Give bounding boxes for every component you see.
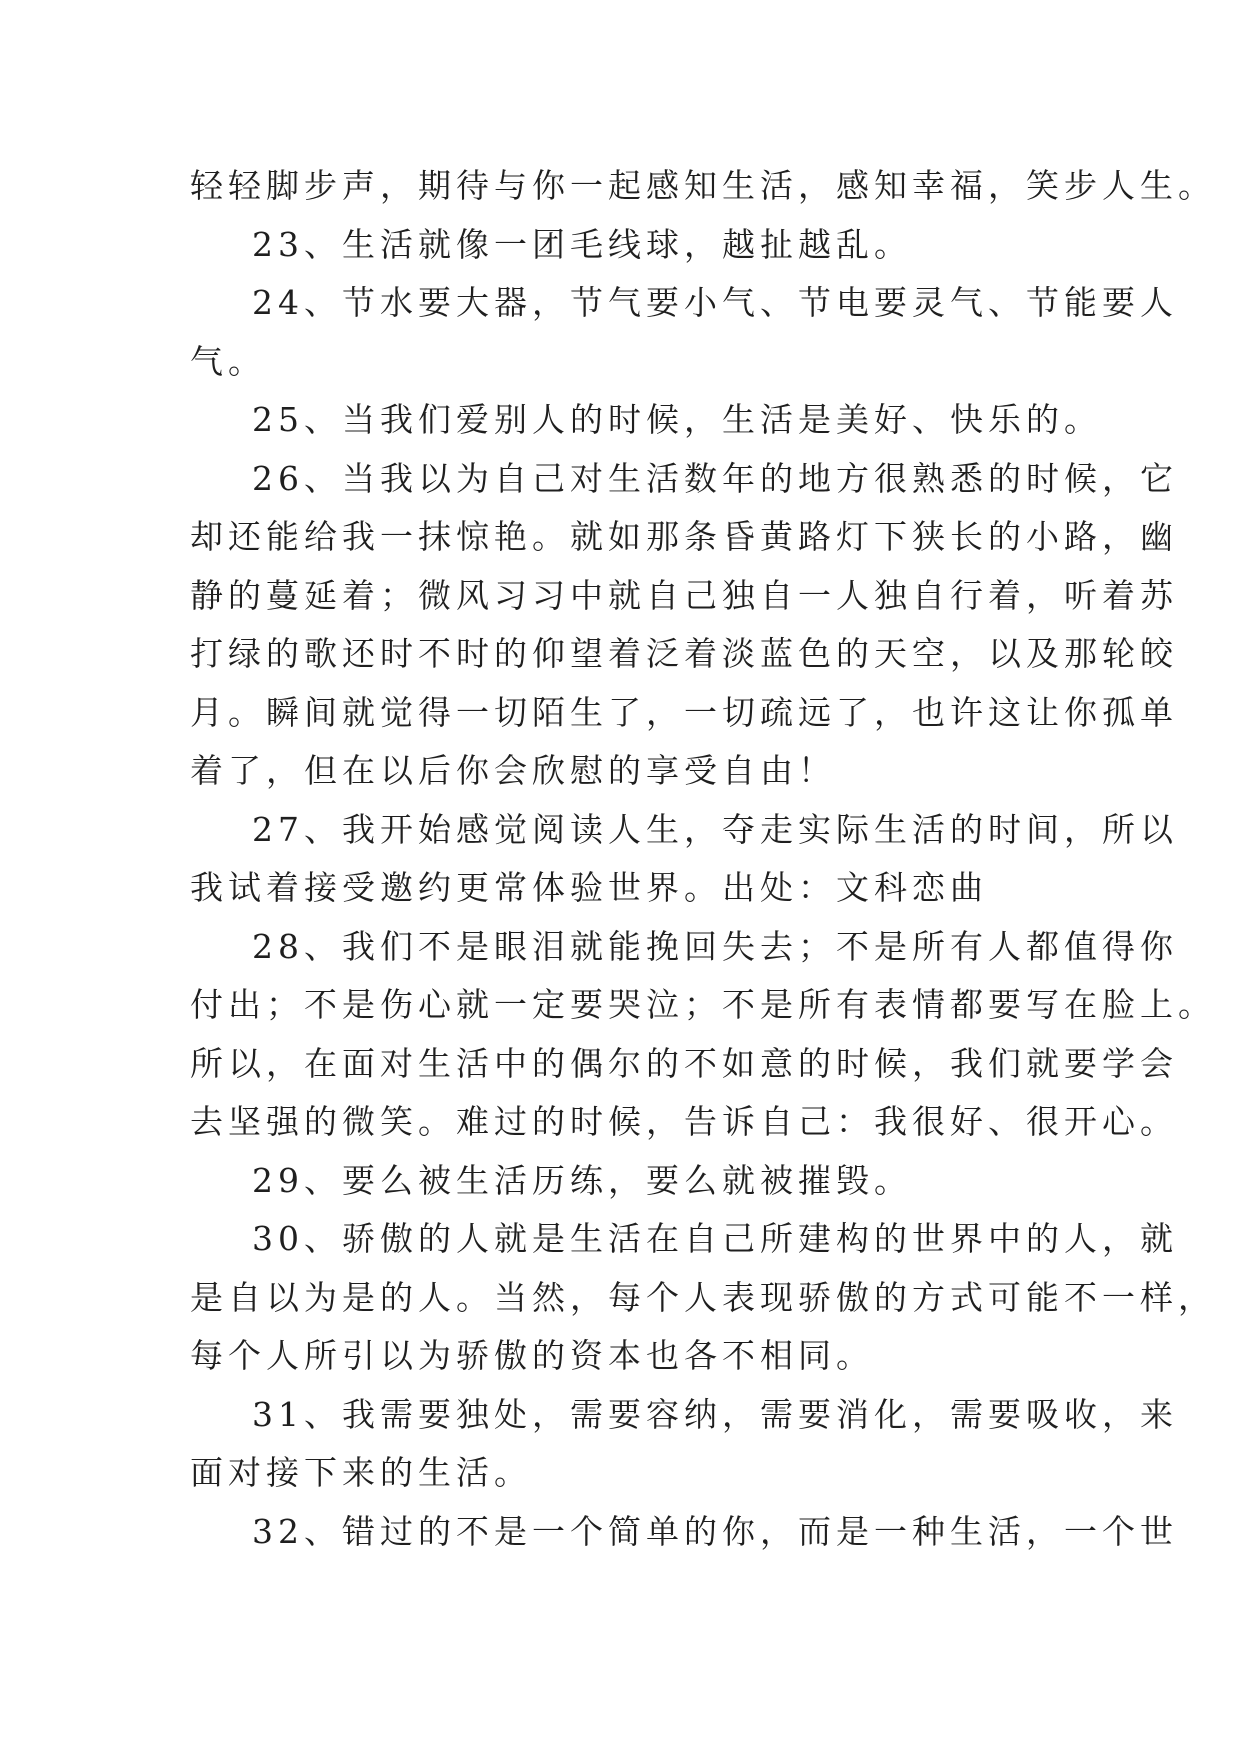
text-line-item-23: 23、生活就像一团毛线球，越扯越乱。: [252, 224, 912, 264]
text-line-item-27: 27、我开始感觉阅读人生，夺走实际生活的时间，所以: [252, 809, 1178, 849]
text-line-item-26: 26、当我以为自己对生活数年的地方很熟悉的时候，它: [252, 458, 1178, 498]
text-line-item-31: 31、我需要独处，需要容纳，需要消化，需要吸收，来: [252, 1394, 1178, 1434]
text-line: 面对接下来的生活。: [190, 1453, 532, 1492]
text-line: 却还能给我一抹惊艳。就如那条昏黄路灯下狭长的小路，幽: [190, 517, 1178, 556]
text-line: 是自以为是的人。当然，每个人表现骄傲的方式可能不一样，: [190, 1277, 1216, 1317]
document-body: [190, 157, 1216, 1561]
text-line-item-24: 24、节水要大器，节气要小气、节电要灵气、节能要人: [252, 283, 1178, 322]
text-line: 着了，但在以后你会欣慰的享受自由！: [190, 751, 836, 790]
text-line-item-28: 28、我们不是眼泪就能挽回失去；不是所有人都值得你: [252, 926, 1178, 966]
text-line-item-29: 29、要么被生活历练，要么就被摧毁。: [252, 1160, 912, 1200]
text-line: 轻轻脚步声，期待与你一起感知生活，感知幸福，笑步人生。: [190, 166, 1216, 205]
text-line: 付出；不是伤心就一定要哭泣；不是所有表情都要写在脸上。: [190, 985, 1216, 1024]
text-line: 月。瞬间就觉得一切陌生了，一切疏远了，也许这让你孤单: [190, 692, 1178, 732]
text-line-item-25: 25、当我们爱别人的时候，生活是美好、快乐的。: [252, 400, 1102, 439]
text-line: 打绿的歌还时不时的仰望着泛着淡蓝色的天空，以及那轮皎: [190, 634, 1178, 673]
text-line: 气。: [190, 341, 266, 381]
text-line-item-32: 32、错过的不是一个简单的你，而是一种生活，一个世: [252, 1511, 1178, 1551]
text-line: 去坚强的微笑。难过的时候，告诉自己：我很好、很开心。: [190, 1102, 1178, 1141]
text-line-item-30: 30、骄傲的人就是生活在自己所建构的世界中的人，就: [252, 1219, 1178, 1258]
text-line: 每个人所引以为骄傲的资本也各不相同。: [190, 1336, 874, 1375]
text-line: 所以，在面对生活中的偶尔的不如意的时候，我们就要学会: [190, 1043, 1178, 1083]
text-line: 我试着接受邀约更常体验世界。出处：文科恋曲: [190, 868, 988, 907]
text-line: 静的蔓延着；微风习习中就自己独自一人独自行着，听着苏: [190, 575, 1178, 615]
